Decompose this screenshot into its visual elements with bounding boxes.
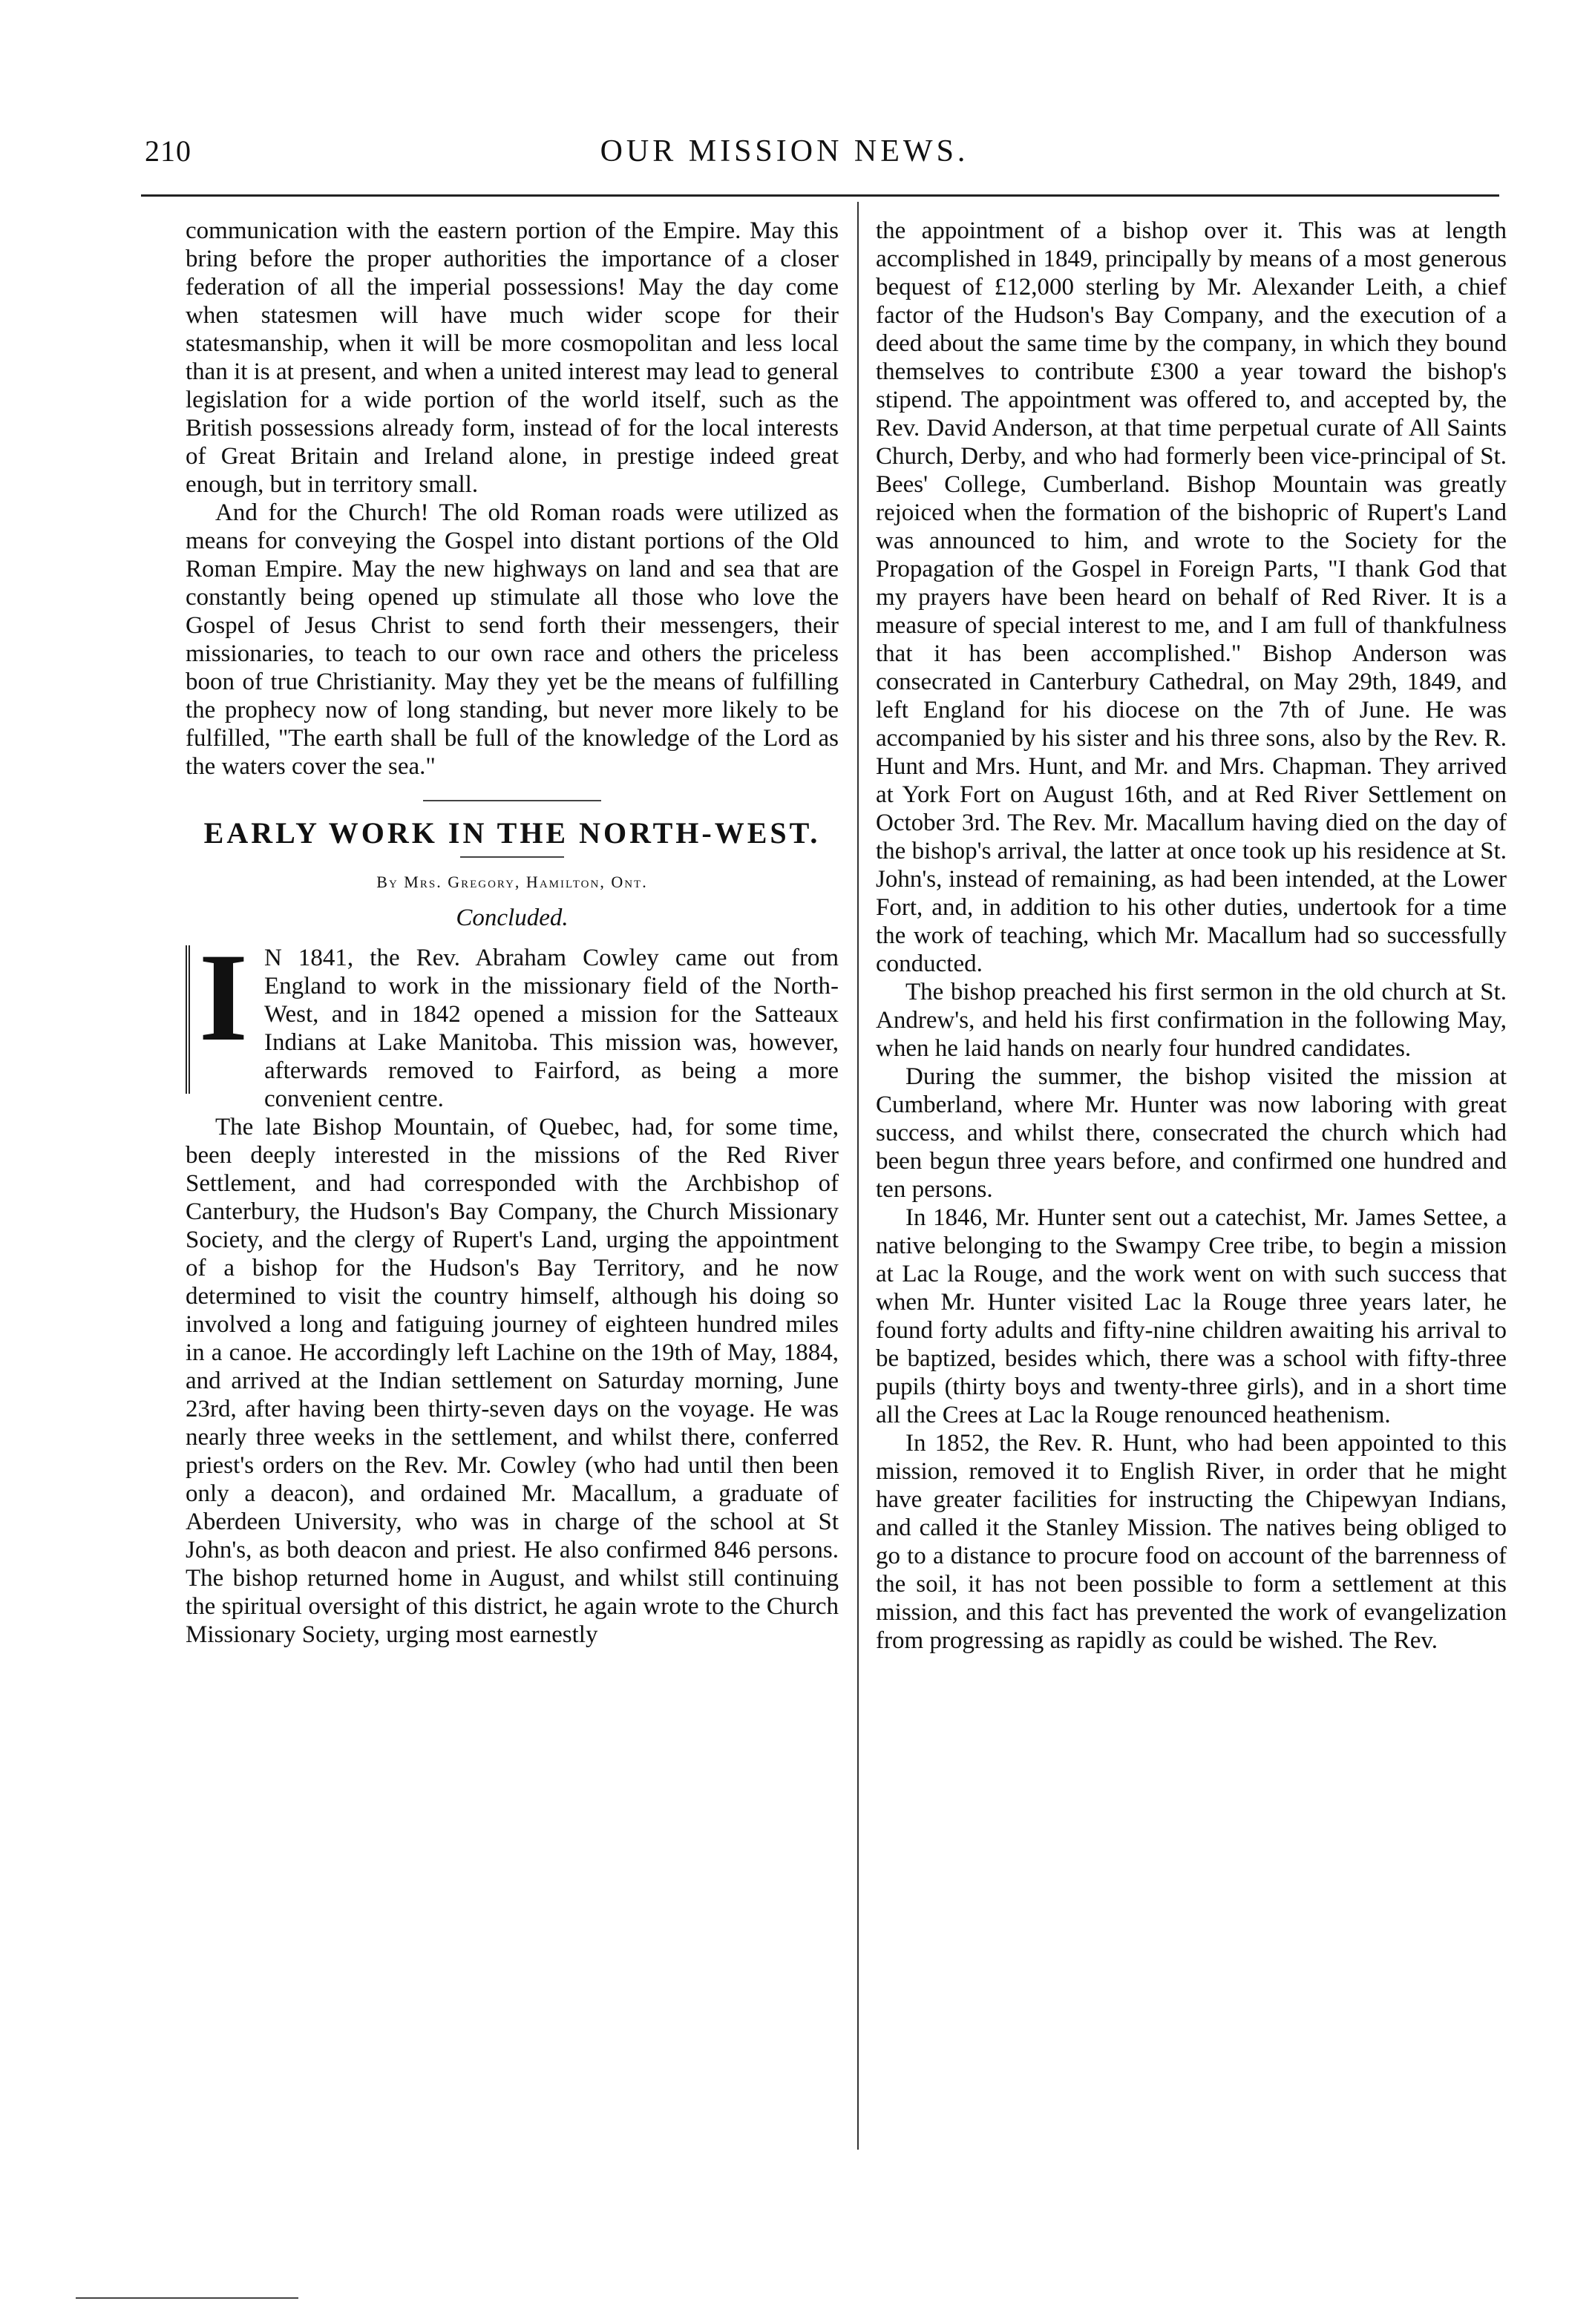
- running-title: OUR MISSION NEWS.: [600, 134, 969, 168]
- left-column: [186, 217, 839, 1649]
- paragraph: During the summer, the bishop visited the mission at Cumberland, where Mr. Hunter was now laboring with great success, and whilst there, consecrated the church which had been begun three years before, and confirmed one hundred and ten persons.: [876, 1063, 1507, 1203]
- footer-rule: [76, 2297, 298, 2299]
- byline: By Mrs. Gregory, Hamilton, Ont.: [376, 873, 648, 891]
- paragraph: In 1852, the Rev. R. Hunt, who had been appointed to this mission, removed it to English River, in order that he might have greater facilities for instructing the Chipewyan Indians, and called it the Stanley Mission. The natives being obliged to go to a distance to procure food on account of the barrenness of the soil, it has not been possible to form a settlement at this mission, and this fact has prevented the work of evangelization from progressing as rapidly as could be wished. The Rev.: [876, 1430, 1507, 1654]
- section-separator: [423, 800, 601, 801]
- paragraph: In 1846, Mr. Hunter sent out a catechist, Mr. James Settee, a native belonging to the Swampy Cree tribe, to begin a mission at Lac la Rouge, and the work went on with such success that when Mr. Hunter visited Lac la Rouge three years later, he found forty adults and fifty-nine children awaiting his arrival to be baptized, besides which, there was a school with fifty-three pupils (thirty boys and twenty-three girls), and in a short time all the Crees at Lac la Rouge renounced heathenism.: [876, 1204, 1507, 1428]
- concluded-note: Concluded.: [456, 905, 569, 931]
- right-column: [876, 217, 1507, 1655]
- paragraph: N 1841, the Rev. Abraham Cowley came out from England to work in the missionary field of the North-West, and in 1842 opened a mission for the Satteaux Indians at Lake Manitoba. This mission was, however, afterwards removed to Fairford, as being a more convenient centre.: [264, 945, 839, 1112]
- paragraph: And for the Church! The old Roman roads were utilized as means for conveying the Gospel into distant portions of the Old Roman Empire. May the new highways on land and sea that are constantly being opened up stimulate all those who love the Gospel of Jesus Christ to send forth their messengers, their missionaries, to teach to our own race and others the priceless boon of true Christianity. May they yet be the means of fulfilling the prophecy now of long standing, but never more likely to be fulfilled, "The earth shall be full of the knowledge of the Lord as the waters cover the sea.": [186, 499, 839, 780]
- paragraph: The bishop preached his first sermon in the old church at St. Andrew's, and held his first confirmation in the following May, when he laid hands on nearly four hundred candidates.: [876, 979, 1507, 1062]
- paragraph: the appointment of a bishop over it. This was at length accomplished in 1849, principally by means of a most generous bequest of £12,000 sterling by Mr. Alexander Leith, a chief factor of the Hudson's Bay Company, and the execution of a deed about the same time by the company, in which they bound themselves to contribute £300 a year toward the bishop's stipend. The appointment was offered to, and accepted by, the Rev. David Anderson, at that time perpetual curate of All Saints Church, Derby, and who had formerly been vice-principal of St. Bees' College, Cumberland. Bishop Mountain was greatly rejoiced when the formation of the bishopric of Rupert's Land was announced to him, and wrote to the Society for the Propagation of the Gospel in Foreign Parts, "I thank God that my prayers have been heard on behalf of Red River. It is a measure of special interest to me, and I am full of thankfulness that it has been accomplished." Bishop Anderson was consecrated in Canterbury Cathedral, on May 29th, 1849, and left England for his diocese on the 7th of June. He was accompanied by his sister and his three sons, also by the Rev. R. Hunt and Mrs. Hunt, and Mr. and Mrs. Chapman. They arrived at York Fort on August 16th, and at Red River Settlement on October 3rd. The Rev. Mr. Macallum having died on the day of the bishop's arrival, the latter at once took up his residence at St. John's, instead of remaining, as had been intended, at the Lower Fort, and, in addition to his other duties, undertook for a time the work of teaching, which Mr. Macallum had so successfully conducted.: [876, 217, 1507, 977]
- article-title: EARLY WORK IN THE NORTH-WEST.: [203, 816, 821, 850]
- paragraph: communication with the eastern portion of the Empire. May this bring before the proper authorities the importance of a closer federation of all the imperial possessions! May the day come when statesmen will have much wider scope for their statesmanship, when it will be more cosmopolitan and less local than it is at present, and when a united interest may lead to general legislation for a wide portion of the world itself, such as the British possessions already form, instead of for the local interests of Great Britain and Ireland alone, in prestige indeed great enough, but in territory small.: [186, 217, 839, 498]
- page-number: 210: [145, 134, 191, 168]
- page-header: [0, 134, 1569, 178]
- title-underline: [460, 856, 564, 858]
- header-rule: [141, 194, 1499, 197]
- opening-paragraph: [186, 928, 839, 1113]
- dropcap-letter: I: [186, 945, 257, 1094]
- column-divider: [857, 202, 859, 2150]
- paragraph: The late Bishop Mountain, of Quebec, had, for some time, been deeply interested in the missions of the Red River Settlement, and had corresponded with the Archbishop of Canterbury, the Hudson's Bay Company, the Church Missionary Society, and the clergy of Rupert's Land, urging the appointment of a bishop for the Hudson's Bay Territory, and he now determined to visit the country himself, although his doing so involved a long and fatiguing journey of eighteen hundred miles in a canoe. He accordingly left Lachine on the 19th of May, 1884, and arrived at the Indian settlement on Saturday morning, June 23rd, after having been thirty-seven days on the voyage. He was nearly three weeks in the settlement, and whilst there, conferred priest's orders on the Rev. Mr. Cowley (who had until then been only a deacon), and ordained Mr. Macallum, a graduate of Aberdeen University, who was in charge of the school at St John's, as both deacon and priest. He also confirmed 846 persons. The bishop returned home in August, and whilst still continuing the spiritual oversight of this district, he again wrote to the Church Missionary Society, urging most earnestly: [186, 1114, 839, 1648]
